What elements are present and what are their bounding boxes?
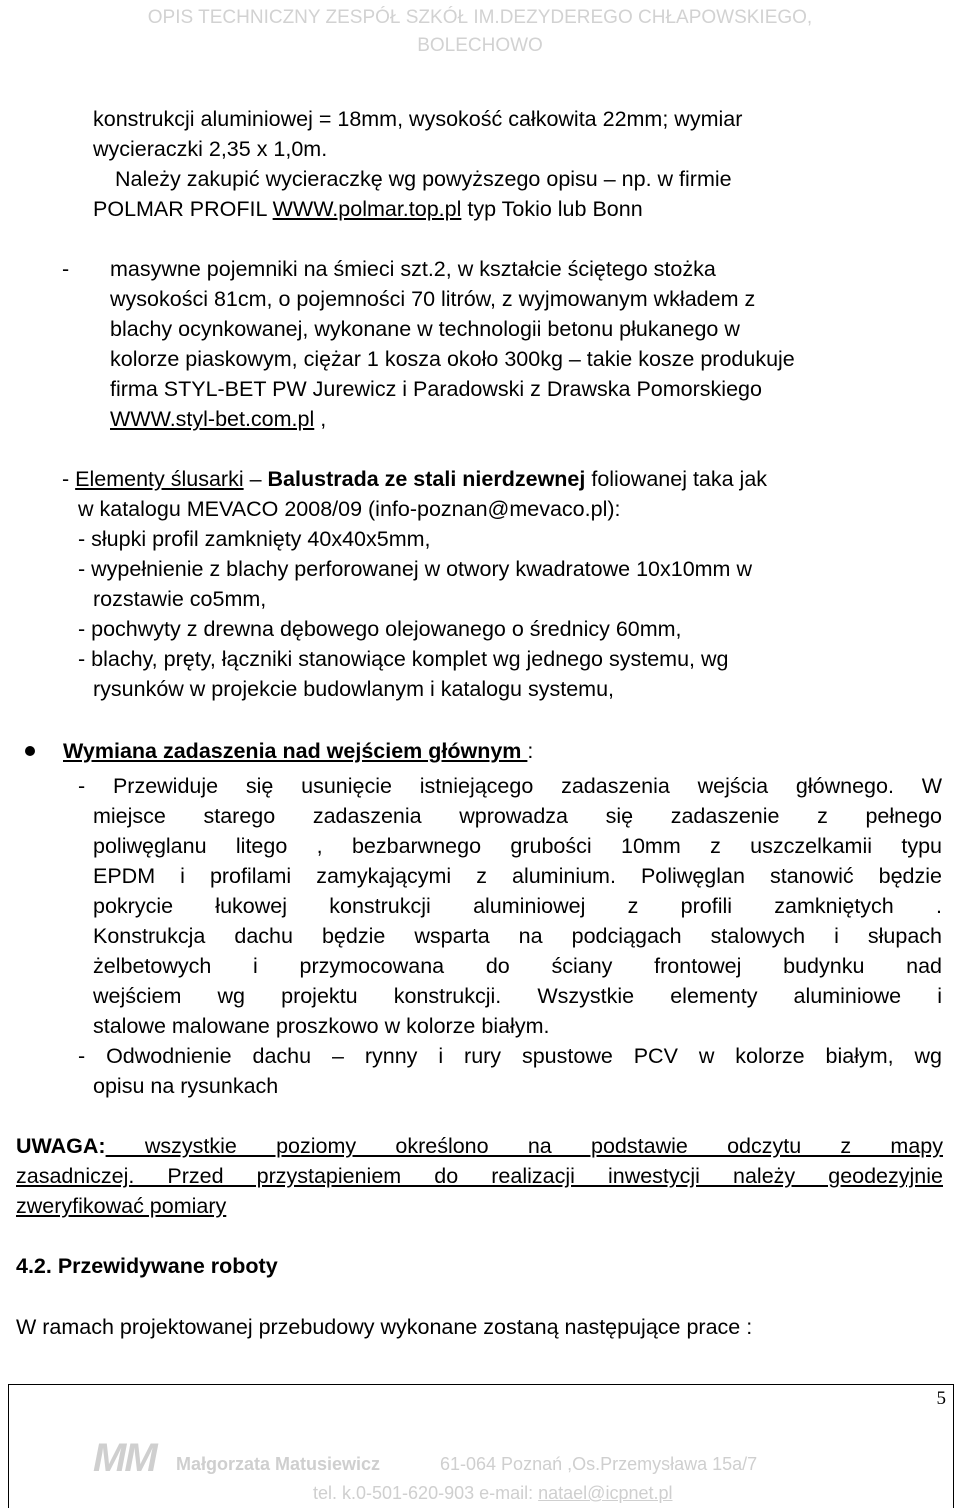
list-item: - wypełnienie z blachy perforowanej w otwory kwadratowe 10x10mm w [78,557,752,581]
text-line: EPDM i profilami zamykającymi z aluminium. Poliwęglan stanowić będzie [93,864,942,888]
text-line: w katalogu MEVACO 2008/09 (info-poznan@mevaco.pl): [78,497,621,521]
text-line: Należy zakupić wycieraczkę wg powyższego opisu – np. w firmie [115,167,732,191]
text-line [110,404,326,434]
text-line: wejściem wg projektu konstrukcji. Wszystkie elementy aluminiowe i [93,984,942,1008]
document-header-line2: BOLECHOWO [417,35,543,56]
section-heading: 4.2. Przewidywane roboty [16,1254,278,1278]
note-text: wszystkie poziomy określono na podstawie odczytu z mapy [105,1134,943,1158]
document-header-line1: OPIS TECHNICZNY ZESPÓŁ SZKÓŁ IM.DEZYDEREGO CHŁAPOWSKIEGO, [147,7,813,28]
text-line: wycieraczki 2,35 x 1,0m. [93,137,328,161]
styl-bet-link[interactable]: WWW.styl-bet.com.pl [110,407,315,431]
railing-title: Balustrada ze stali nierdzewnej [267,467,586,491]
text-line: pokrycie łukowej konstrukcji aluminiowej z profili zamkniętych . [93,894,942,918]
note-line: zasadniczej. Przed przystapieniem do realizacji inwestycji należy geodezyjnie [16,1164,943,1188]
list-dash: - [62,467,76,491]
locksmith-title: Elementy ślusarki [75,467,244,491]
text-fragment: typ Tokio lub Bonn [461,197,643,221]
text-line: poliwęglanu litego , bezbarwnego grubości 10mm z uszczelkamii typu [93,834,942,858]
list-item-cont: rozstawie co5mm, [93,587,267,611]
text-line: - Odwodnienie dachu – rynny i rury spustowe PCV w kolorze białym, wg [78,1044,942,1068]
text-fragment: – [243,467,268,491]
footer-contact [313,1482,672,1504]
note-label: UWAGA: [16,1134,106,1158]
list-item: - pochwyty z drewna dębowego olejowanego o średnicy 60mm, [78,617,682,641]
text-line: Konstrukcja dachu będzie wsparta na podciągach stalowych i słupach [93,924,942,948]
list-item-cont: rysunków w projekcie budowlanym i katalogu systemu, [93,677,615,701]
text-fragment: : [527,739,534,763]
page-number: 5 [936,1388,946,1409]
polmar-link[interactable]: WWW.polmar.top.pl [272,197,462,221]
text-line: blachy ocynkowanej, wykonane w technologii betonu płukanego w [110,317,740,341]
text-line: masywne pojemniki na śmieci szt.2, w kształcie ściętego stożka [110,257,716,281]
footer-contact-text: tel. k.0-501-620-903 e-mail: [313,1483,539,1503]
text-line: stalowe malowane proszkowo w kolorze białym. [93,1014,550,1038]
list-item: - słupki profil zamknięty 40x40x5mm, [78,527,431,551]
text-fragment: , [314,407,327,431]
bullet-icon [25,746,35,756]
text-line [93,194,643,224]
note-line: zweryfikować pomiary [16,1194,227,1218]
text-line: kolorze piaskowym, ciężar 1 kosza około 300kg – takie kosze produkuje [110,347,795,371]
footer-email-link[interactable]: natael@icpnet.pl [538,1483,673,1503]
note-line [16,1131,943,1161]
footer-address: 61-064 Poznań ,Os.Przemysława 15a/7 [440,1454,758,1474]
company-logo: MM [93,1436,156,1480]
canopy-heading [63,736,533,766]
text-line: - Przewiduje się usunięcie istniejącego zadaszenia wejścia głównego. W [78,774,942,798]
text-line: miejsce starego zadaszenia wprowadza się zadaszenie z pełnego [93,804,942,828]
text-fragment: POLMAR PROFIL [93,197,273,221]
text-line: żelbetowych i przymocowana do ściany frontowej budynku nad [93,954,942,978]
text-line: opisu na rysunkach [93,1074,279,1098]
text-line: konstrukcji aluminiowej = 18mm, wysokość całkowita 22mm; wymiar [93,107,743,131]
footer-name: Małgorzata Matusiewicz [176,1454,381,1474]
text-line [62,464,767,494]
text-line: firma STYL-BET PW Jurewicz i Paradowski z Drawska Pomorskiego [110,377,762,401]
list-dash: - [62,257,70,281]
list-item: - blachy, pręty, łączniki stanowiące komplet wg jednego systemu, wg [78,647,729,671]
text-line: wysokości 81cm, o pojemności 70 litrów, z wyjmowanym wkładem z [110,287,756,311]
canopy-title: Wymiana zadaszenia nad wejściem głównym [63,739,528,763]
section-intro: W ramach projektowanej przebudowy wykonane zostaną następujące prace : [16,1315,753,1339]
text-fragment: foliowanej taka jak [585,467,768,491]
